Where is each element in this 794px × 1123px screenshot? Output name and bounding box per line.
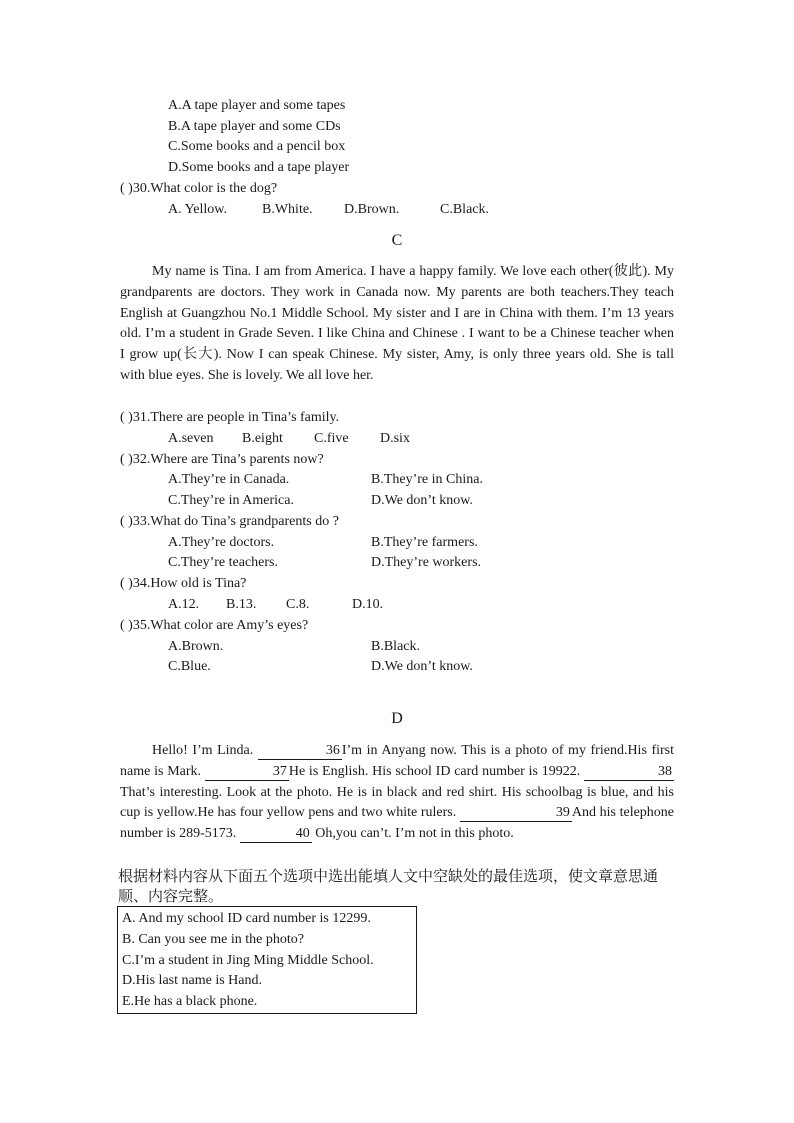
q30-option-c: C.Black. xyxy=(440,202,489,217)
options-box xyxy=(117,906,417,1014)
passage-text: Oh,you can’t. I’m not in this photo. xyxy=(315,826,514,842)
blank-38: 38 xyxy=(584,764,674,781)
choice-a: A. And my school ID card number is 12299. xyxy=(122,911,371,926)
blank-39: 39 xyxy=(460,805,572,822)
q34-stem: ( )34.How old is Tina? xyxy=(120,576,247,591)
q33-option-d: D.They’re workers. xyxy=(371,555,482,570)
q35-option-c: C.Blue. xyxy=(168,659,211,674)
q33-option-c: C.They’re teachers. xyxy=(168,555,278,570)
q35-option-d: D.We don’t know. xyxy=(371,659,473,674)
blank-36: 36 xyxy=(258,743,342,760)
q29-option-d: D.Some books and a tape player xyxy=(168,160,350,175)
q32-option-c: C.They’re in America. xyxy=(168,493,294,508)
passage-text: I’m in Anyang now. This is a photo of my friend.His first name is Mark. xyxy=(120,743,675,779)
q30-stem: ( )30.What color is the dog? xyxy=(120,181,278,196)
q31-option-c: C.five xyxy=(314,431,349,446)
section-c-heading: C xyxy=(391,232,403,249)
q33-stem: ( )33.What do Tina’s grandparents do ? xyxy=(120,514,339,529)
passage-text: He is English. His school ID card number is 19922. xyxy=(288,763,581,779)
q32-stem: ( )32.Where are Tina’s parents now? xyxy=(120,452,324,467)
q29-option-c: C.Some books and a pencil box xyxy=(168,139,346,154)
instruction-text: 根据材料内容从下面五个选项中选出能填人文中空缺处的最佳选项，使文章意思通顺、内容完整。 xyxy=(118,867,659,905)
section-d-passage xyxy=(120,741,674,845)
q33-option-a: A.They’re doctors. xyxy=(168,535,275,550)
choice-e: E.He has a black phone. xyxy=(122,994,258,1010)
q34-option-b: B.13. xyxy=(226,597,257,612)
q31-stem: ( )31.There are people in Tina’s family. xyxy=(120,410,340,425)
q32-option-d: D.We don’t know. xyxy=(371,493,473,508)
q34-option-c: C.8. xyxy=(286,597,310,612)
q35-option-b: B.Black. xyxy=(371,639,420,654)
q31-option-b: B.eight xyxy=(242,431,283,446)
q32-option-a: A.They’re in Canada. xyxy=(168,472,290,487)
q35-stem: ( )35.What color are Amy’s eyes? xyxy=(120,618,309,633)
q34-option-a: A.12. xyxy=(168,597,200,612)
q33-option-b: B.They’re farmers. xyxy=(371,535,478,550)
q29-option-a: A.A tape player and some tapes xyxy=(168,98,346,113)
q30-option-d: D.Brown. xyxy=(344,202,400,217)
q31-option-d: D.six xyxy=(380,431,410,446)
passage-text: That’s interesting. Look at the photo. He is in black and red shirt. His schoolbag is blue, and his cup is yellow.He has four yellow pens and two white rulers. xyxy=(120,784,674,821)
q32-option-b: B.They’re in China. xyxy=(371,472,483,487)
q35-option-a: A.Brown. xyxy=(168,639,224,654)
blank-40: 40 xyxy=(240,826,312,843)
blank-37: 37 xyxy=(205,764,289,781)
section-d-heading: D xyxy=(391,710,403,727)
section-c-passage xyxy=(120,262,674,387)
choice-d: D.His last name is Hand. xyxy=(122,973,262,989)
q31-option-a: A.seven xyxy=(168,431,214,446)
q30-option-a: A. Yellow. xyxy=(168,202,227,217)
q29-option-b: B.A tape player and some CDs xyxy=(168,119,341,134)
choice-b: B. Can you see me in the photo? xyxy=(122,931,304,947)
passage-text: Hello! I’m Linda. xyxy=(152,743,254,758)
section-c-passage-text: My name is Tina. I am from America. I have a happy family. We love each other(彼此). My grandparents are doctors. They work in Canada now. My parents are both teachers.They teach English at Guangzhou No.1 Middle School. My sister and I are in China with them. I’m 13 years old. I’m a student in Grade Seven. I like China and Chinese . I want to be a Chinese teacher when I grow up(长大). Now I can speak Chinese. My sister, Amy, is only three years old. She is tall with blue eyes. She is lovely. We all love her. xyxy=(120,264,674,383)
q34-option-d: D.10. xyxy=(352,597,384,612)
passage-text: And his telephone number is 289-5173. xyxy=(120,805,675,842)
q30-option-b: B.White. xyxy=(262,202,313,217)
choice-c: C.I’m a student in Jing Ming Middle School. xyxy=(122,952,374,968)
